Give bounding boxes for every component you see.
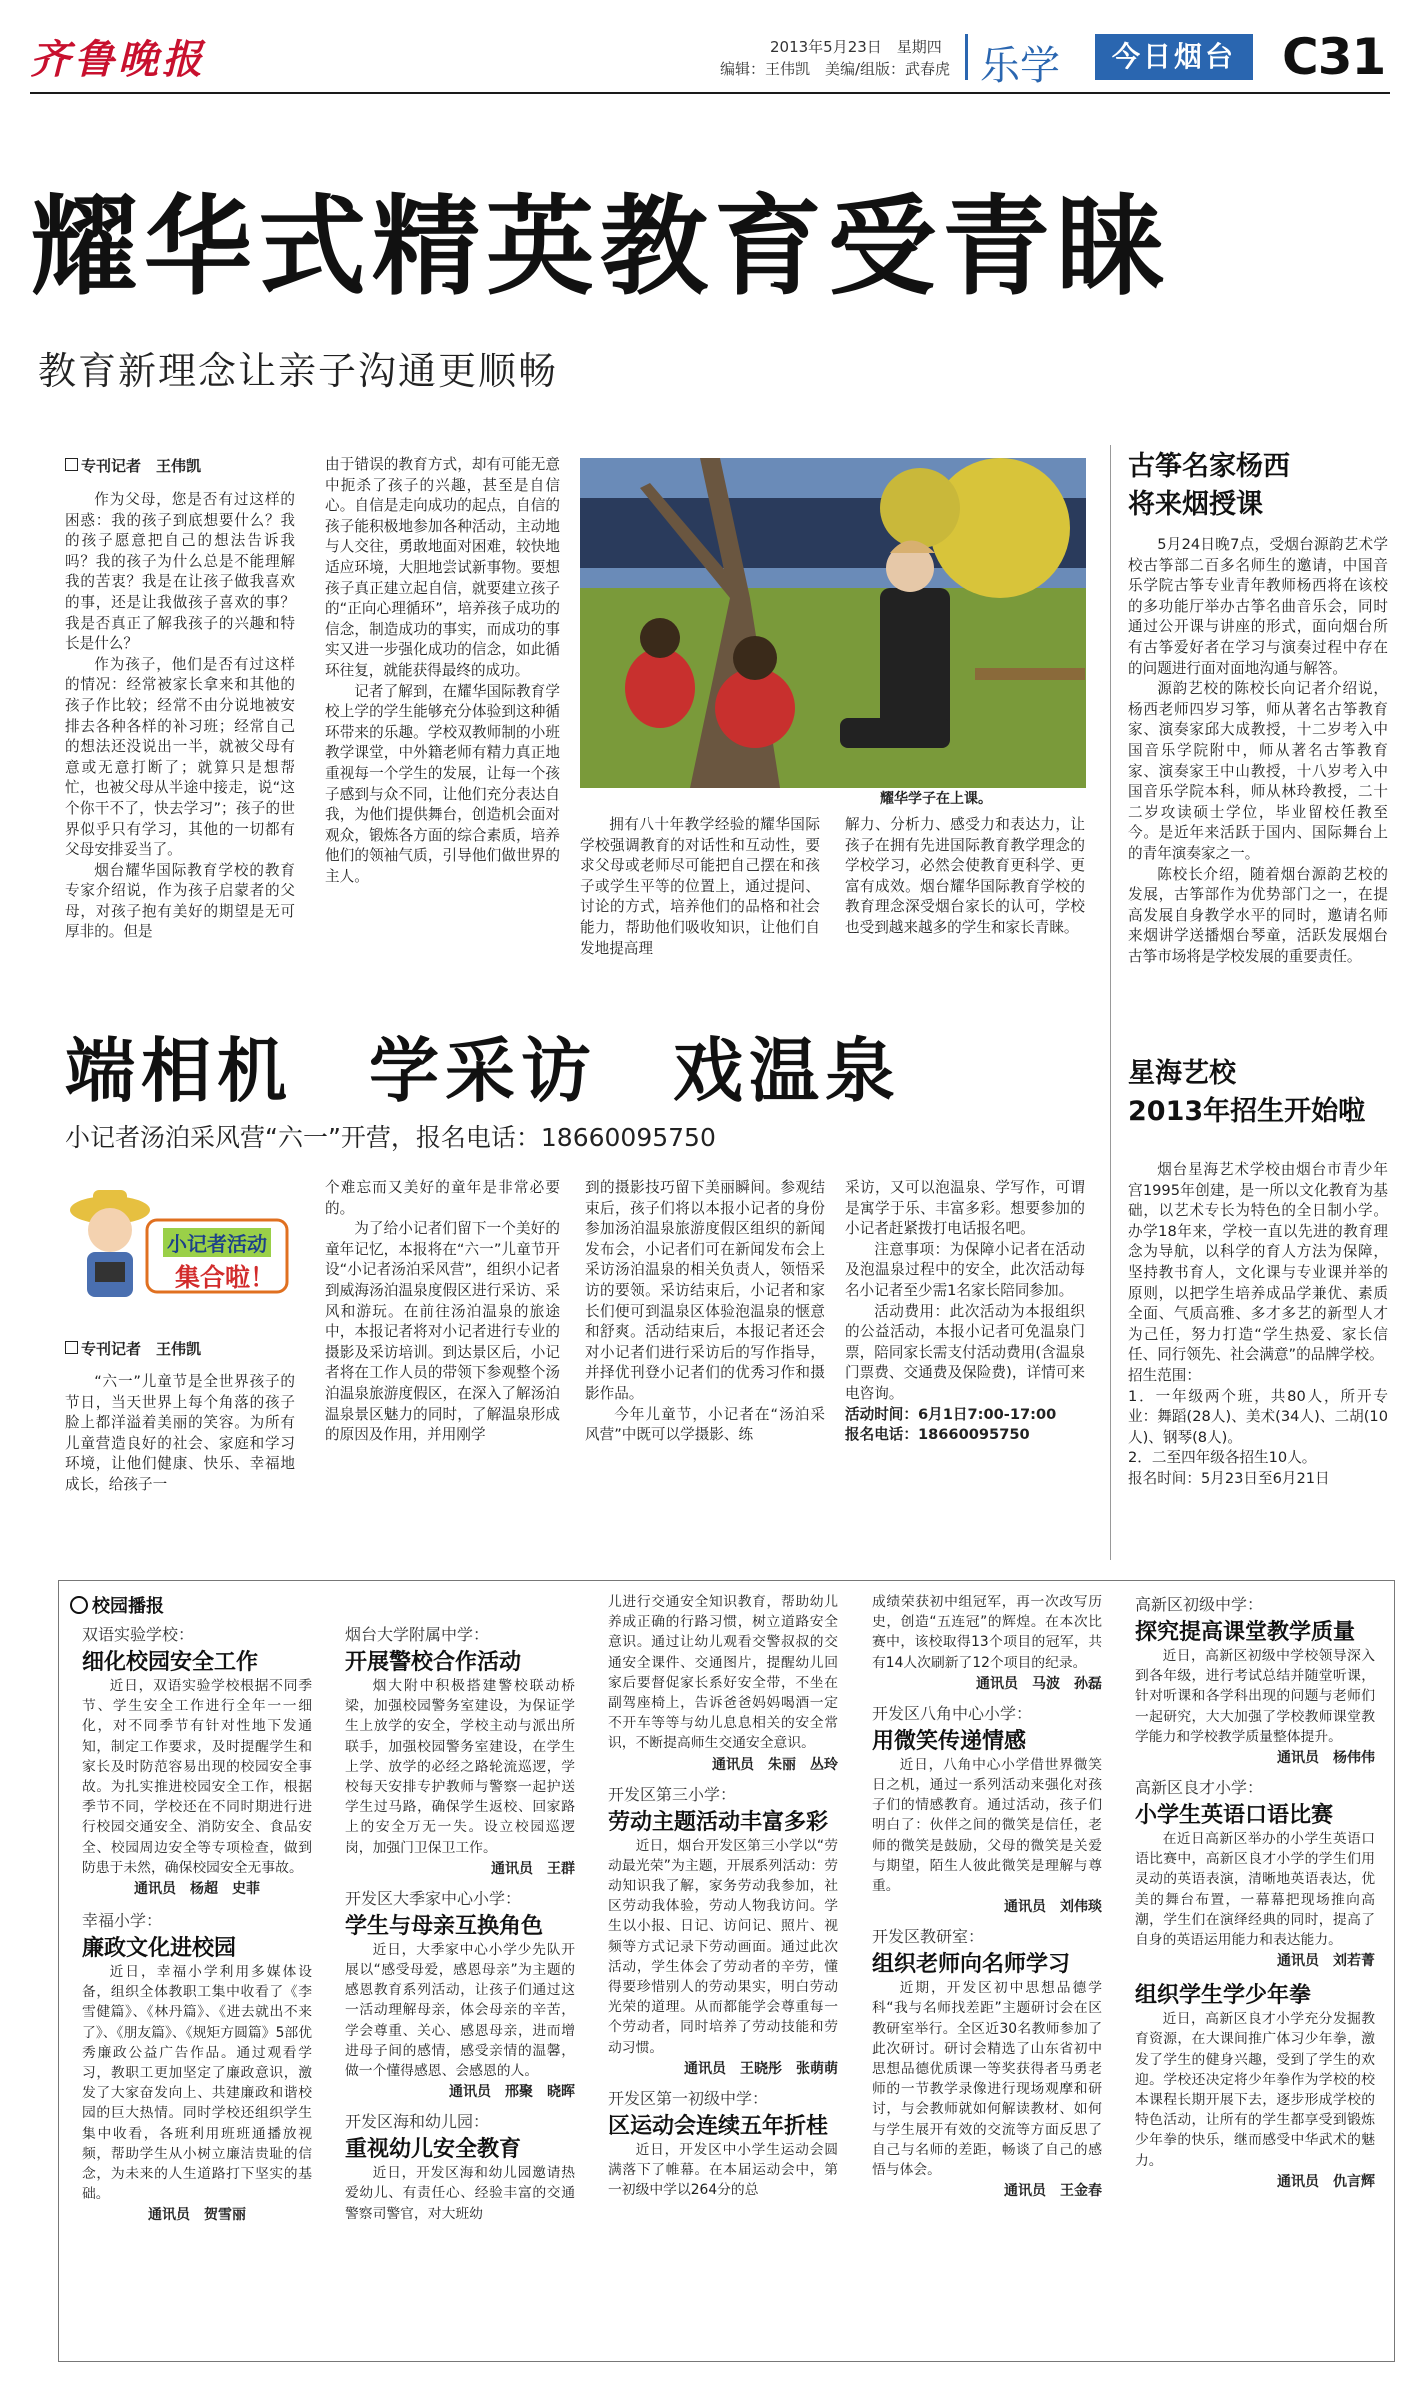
lead-column-4: 解力、分析力、感受力和表达力，让孩子在拥有先进国际教育教学理念的学校学习，必然会使教育更科学、更富有成效。烟台耀华国际教育学校的教育理念深受烟台家长的认可，学校也受到越来越多的学生和家长青睐。 bbox=[845, 816, 1085, 936]
second-column-2: 个难忘而又美好的童年是非常必要的。 为了给小记者们留下一个美好的童年记忆，本报将在“六一”儿童节开设“小记者汤泊采风营”，组织小记者到威海汤泊温泉度假区进行采访、采风和游玩。在前往汤泊温泉的旅途中，本报记者将对小记者进行专业的摄影及采访培训。到达景区后，小记者将在工作人员的带领下参观整个汤泊温泉旅游度假区，在深入了解汤泊温泉景区魅力的同时，了解温泉形成的原因及作用，并用刚学 bbox=[325, 1179, 560, 1444]
sidebar-story-1-body: 5月24日晚7点，受烟台源韵艺术学校古筝部二百多名师生的邀请，中国音乐学院古筝专业青年教师杨西将在该校的多功能厅举办古筝名曲音乐会，同时通过公开课与讲座的形式，面向烟台所有古筝爱好者在学习与演奏过程中存在的问题进行面对面地沟通与解答。 源韵艺校的陈校长向记者介绍说，杨西老师四岁习筝，师从著名古筝教育家、演奏家邱大成教授，十二岁考入中国音乐学院附中，师从著名古筝教育家、演奏家王中山教授，十八岁考入中国音乐学院本科，师从林玲教授，二十二岁攻读硕士学位，毕业留校任教至今。是近年来活跃于国内、国际舞台上的青年演奏家之一。 陈校长介绍，随着烟台源韵艺校的发展，古筝部作为优势部门之一，在提高发展自身教学水平的同时，邀请名师来烟讲学送播烟台琴童，活跃发展烟台古筝市场将是学校发展的重要责任。 bbox=[1128, 536, 1388, 965]
sidebar-story-2-headline: 星海艺校 2013年招生开始啦 bbox=[1128, 1058, 1366, 1127]
sidebar-divider bbox=[1110, 445, 1111, 1560]
lead-byline: 专刊记者 王伟凯 bbox=[65, 455, 201, 476]
newspaper-logo: 齐鲁晚报 bbox=[30, 36, 206, 83]
campus-news-title: 校园播报 bbox=[70, 1592, 164, 1618]
activity-badge-line2: 集合啦！ bbox=[175, 1263, 276, 1292]
masthead-rule bbox=[30, 92, 1390, 94]
second-column-3: 到的摄影技巧留下美丽瞬间。参观结束后，孩子们将以本报小记者的身份参加汤泊温泉旅游度假区组织的新闻发布会，小记者们可在新闻发布会上采访汤泊温泉的相关负责人，领悟采访的要领。采访结束后，小记者和家长们便可到温泉区体验泡温泉的惬意和舒爽。活动结束后，本报记者还会对小记者们进行采访后的写作指导，并择优刊登小记者们的优秀习作和摄影作品。 今年儿童节，小记者在“汤泊采风营”中既可以学摄影、练 bbox=[585, 1179, 825, 1444]
lead-photo bbox=[580, 458, 1086, 788]
today-yantai-badge: 今日烟台 bbox=[1095, 34, 1253, 80]
lead-subheadline: 教育新理念让亲子沟通更顺畅 bbox=[38, 349, 559, 393]
campus-column-2: 烟台大学附属中学： 开展警校合作活动 烟大附中积极搭建警校联动桥梁，加强校园警务室建设，为保证学生上放学的安全，学校主动与派出所联手，加强校园警务室建设，在学生上学、放学的必经之路轮流巡逻，学校每天安排专护教师与警察一起护送学生过马路，确保学生返校、回家路上的安全万无一失。设立校园巡逻岗，加强门卫保卫工作。 通讯员 王群 开发区大季家中心小学： 学生与母亲互换角色 近日，大季家中心小学少先队开展以“感受母爱，感恩母亲”为主题的感恩教育系列活动，让孩子们通过这一活动理解母亲，体会母亲的辛苦，学会尊重、关心、感恩母亲，进而增进母子间的感情，感受亲情的温馨，做一个懂得感恩、会感恩的人。 通讯员 邢聚 晓晖 开发区海和幼儿园： 重视幼儿安全教育 近日，开发区海和幼儿园邀请热爱幼儿、有责任心、经验丰富的交通警察司警官，对大班幼 bbox=[345, 1625, 575, 2222]
sidebar-story-2-body: 烟台星海艺术学校由烟台市青少年宫1995年创建，是一所以文化教育为基础，以艺术专长为特色的全日制小学。办学18年来，学校一直以先进的教育理念为导航，以科学的育人方法为保障，坚持教书育人，文化课与专业课并举的原则，以把学生培养成品学兼优、素质全面、气质高雅、多才多艺的新型人才为己任，努力打造“学生热爱、家长信任、同行领先、社会满意”的品牌学校。 招生范围： 1．一年级两个班，共80人，所开专业：舞蹈(28人)、美术(34人)、二胡(10人)、钢琴(8人)。 2．二至四年级各招生10人。 报名时间：5月23日至6月21日 bbox=[1128, 1161, 1388, 1487]
campus-column-1: 双语实验学校： 细化校园安全工作 近日，双语实验学校根据不同季节、学生安全工作进行全年一一细化，对不同季节有针对性地下发通知，制定工作要求，及时提醒学生和家长及时防范容易出现的校园安全事故。为扎实推进校园安全工作，根据季节不同，学校还在不同时期进行进行校园交通安全、消防安全、食品安全、校园周边安全等专项检查，做到防患于未然，确保校园安全无事故。 通讯员 杨超 史菲 幸福小学： 廉政文化进校园 近日，幸福小学利用多媒体设备，组织全体教职工集中收看了《李雪健篇》、《林丹篇》、《进去就出不来了》、《朋友篇》、《规矩方圆篇》5部优秀廉政公益广告作品。通过观看学习，教职工更加坚定了廉政意识，激发了大家奋发向上、共建廉政和谐校园的巨大热情。同时学校还组织学生集中收看，各班利用班班通播放视频，帮助学生从小树立廉洁贵耻的信念，为未来的人生道路打下坚实的基础。 通讯员 贺雪丽 bbox=[82, 1625, 312, 2224]
second-subheadline: 小记者汤泊采风营“六一”开营，报名电话：18660095750 bbox=[65, 1123, 716, 1152]
lead-column-3: 拥有八十年教学经验的耀华国际学校强调教育的对话性和互动性，要求父母或老师尽可能把自己摆在和孩子或学生平等的位置上，通过提问、讨论的方式，培养他们的品格和社会能力，帮助他们吸收知识，让他们自发地提高理 bbox=[580, 816, 820, 957]
page-number: C31 bbox=[1282, 28, 1386, 86]
lead-headline: 耀华式精英教育受青睐 bbox=[30, 184, 1171, 310]
campus-icon bbox=[70, 1596, 88, 1614]
photo-caption: 耀华学子在上课。 bbox=[880, 791, 992, 807]
reporter-activity-graphic bbox=[65, 1170, 300, 1320]
campus-column-4: 成绩荣获初中组冠军，再一次改写历史，创造“五连冠”的辉煌。在本次比赛中，该校取得13个项目的冠军，共有14人次刷新了12个项目的纪录。 通讯员 马波 孙磊 开发区八角中心小学： 用微笑传递情感 近日，八角中心小学借世界微笑日之机，通过一系列活动来强化对孩子们的情感教育。通过活动，孩子们明白了：伙伴之间的微笑是信任，老师的微笑是鼓励，父母的微笑是关爱与期望，陌生人彼此微笑是理解与尊重。 通讯员 刘伟琰 开发区教研室： 组织老师向名师学习 近期，开发区初中思想品德学科“我与名师找差距”主题研讨会在区教研室举行。全区近30名教师参加了此次研讨。研讨会精选了山东省初中思想品德优质课一等奖获得者马勇老师的一节教学录像进行现场观摩和研讨，与会教师就如何解读教材、如何与学生展开有效的交流等方面反思了自己与名师的差距，畅谈了自己的感悟与体会。 通讯员 王金春 bbox=[872, 1594, 1102, 2200]
sidebar-story-1-headline: 古筝名家杨西 将来烟授课 bbox=[1128, 451, 1290, 520]
section-name: 乐学 bbox=[980, 43, 1060, 89]
second-column-4: 采访，又可以泡温泉、学写作，可谓是寓学于乐、丰富多彩。想要参加的小记者赶紧拨打电话报名吧。 注意事项：为保障小记者在活动及泡温泉过程中的安全，此次活动每名小记者至少需1名家长陪同参加。 活动费用：此次活动为本报组织的公益活动，本报小记者可免温泉门票，陪同家长需支付活动费用(含温泉门票费、交通费及保险费)，详情可来电咨询。 活动时间：6月1日7:00-17:00 报名电话：18660095750 bbox=[845, 1179, 1085, 1444]
activity-badge-line1: 小记者活动 bbox=[163, 1228, 271, 1257]
second-byline: 专刊记者 王伟凯 bbox=[65, 1338, 201, 1359]
second-column-1: “六一”儿童节是全世界孩子的节日，当天世界上每个角落的孩子脸上都洋溢着美丽的笑容。为所有儿童营造良好的社会、家庭和学习环境，让他们健康、快乐、幸福地成长，给孩子一 bbox=[65, 1373, 295, 1493]
lead-column-2: 由于错误的教育方式，却有可能无意中扼杀了孩子的兴趣，甚至是自信心。自信是走向成功的起点，自信的孩子能积极地参加各种活动，主动地与人交往，勇敢地面对困难，较快地适应环境，大胆地尝试新事物。要想孩子真正建立起自信，就要建立孩子的“正向心理循环”，培养孩子成功的信念，制造成功的事实，而成功的事实又进一步强化成功的信念，如此循环往复，就能获得最终的成功。 记者了解到，在耀华国际教育学校上学的学生能够充分体验到这种循环带来的乐趣。学校双教师制的小班教学课堂，中外籍老师有精力真正地重视每一个学生的发展，让每一个孩子感到与众不同，让他们充分表达自我，为他们提供舞台，创造机会面对观众，锻炼各方面的综合素质，培养他们的领袖气质，引导他们做世界的主人。 bbox=[325, 456, 560, 885]
campus-column-5: 高新区初级中学： 探究提高课堂教学质量 近日，高新区初级中学校领导深入到各年级，进行考试总结并随堂听课，针对听课和各学科出现的问题与老师们一起研究，大大加强了学校教师课堂教学能力和学校教学质量整体提升。 通讯员 杨伟伟 高新区良才小学： 小学生英语口语比赛 在近日高新区举办的小学生英语口语比赛中，高新区良才小学的学生们用灵动的英语表演，清晰地英语表达，优美的舞台布置，一幕幕把现场推向高潮，学生们在演绎经典的同时，提高了自身的英语运用能力和表达能力。 通讯员 刘若菁 组织学生学少年拳 近日，高新区良才小学充分发掘教育资源，在大课间推广体习少年拳，激发了学生的健身兴趣，受到了学生的欢迎。学校还决定将少年拳作为学校的校本课程长期开展下去，逐步形成学校的特色活动，让所有的学生都享受到锻炼少年拳的快乐，继而感受中华武术的魅力。 通讯员 仇言辉 bbox=[1135, 1595, 1375, 2190]
section-divider bbox=[965, 34, 968, 80]
lead-column-1: 作为父母，您是否有过这样的困惑：我的孩子到底想要什么？我的孩子愿意把自己的想法告诉我吗？我的孩子为什么总是不能理解我的苦衷？我是在让孩子做我喜欢的事，还是让我做孩子喜欢的事？我是否真正了解我孩子的兴趣和特长是什么？ 作为孩子，他们是否有过这样的情况：经常被家长拿来和其他的孩子作比较；经常不由分说地被安排去各种各样的补习班；经常自己的想法还没说出一半，就被父母有意或无意打断了；就算只是想帮忙，也被父母从半途中接走，说“这个你干不了，快去学习”；孩子的世界似乎只有学习，其他的一切都有父母安排妥当了。 烟台耀华国际教育学校的教育专家介绍说，作为孩子启蒙者的父母，对孩子抱有美好的期望是无可厚非的。但是 bbox=[65, 491, 295, 941]
issue-date: 2013年5月23日 星期四 bbox=[770, 38, 942, 56]
second-headline: 端相机 学采访 戏温泉 bbox=[65, 1029, 901, 1112]
editor-credits: 编辑：王伟凯 美编/组版：武春虎 bbox=[720, 60, 951, 78]
campus-column-3: 儿进行交通安全知识教育，帮助幼儿养成正确的行路习惯，树立道路安全意识。通过让幼儿观看交警叔叔的交通安全课件、交通图片，提醒幼儿回家后要督促家长系好安全带，不坐在副驾座椅上，告诉爸爸妈妈喝酒一定不开车等等与幼儿息息相关的安全常识，不断提高师生交通安全意识。 通讯员 朱丽 丛玲 开发区第三小学： 劳动主题活动丰富多彩 近日，烟台开发区第三小学以“劳动最光荣”为主题，开展系列活动：劳动知识我了解，家务劳动我参加，社区劳动我体验，劳动人物我访问。学生以小报、日记、访问记、照片、视频等方式记录下劳动画面。通过此次活动，学生体会了劳动者的辛劳，懂得要珍惜别人的劳动果实，明白劳动光荣的道理。从而都能学会尊重每一个劳动者，同时培养了劳动技能和劳动习惯。 通讯员 王晓彤 张萌萌 开发区第一初级中学： 区运动会连续五年折桂 近日，开发区中小学生运动会圆满落下了帷幕。在本届运动会中，第一初级中学以264分的总 bbox=[608, 1594, 838, 2199]
